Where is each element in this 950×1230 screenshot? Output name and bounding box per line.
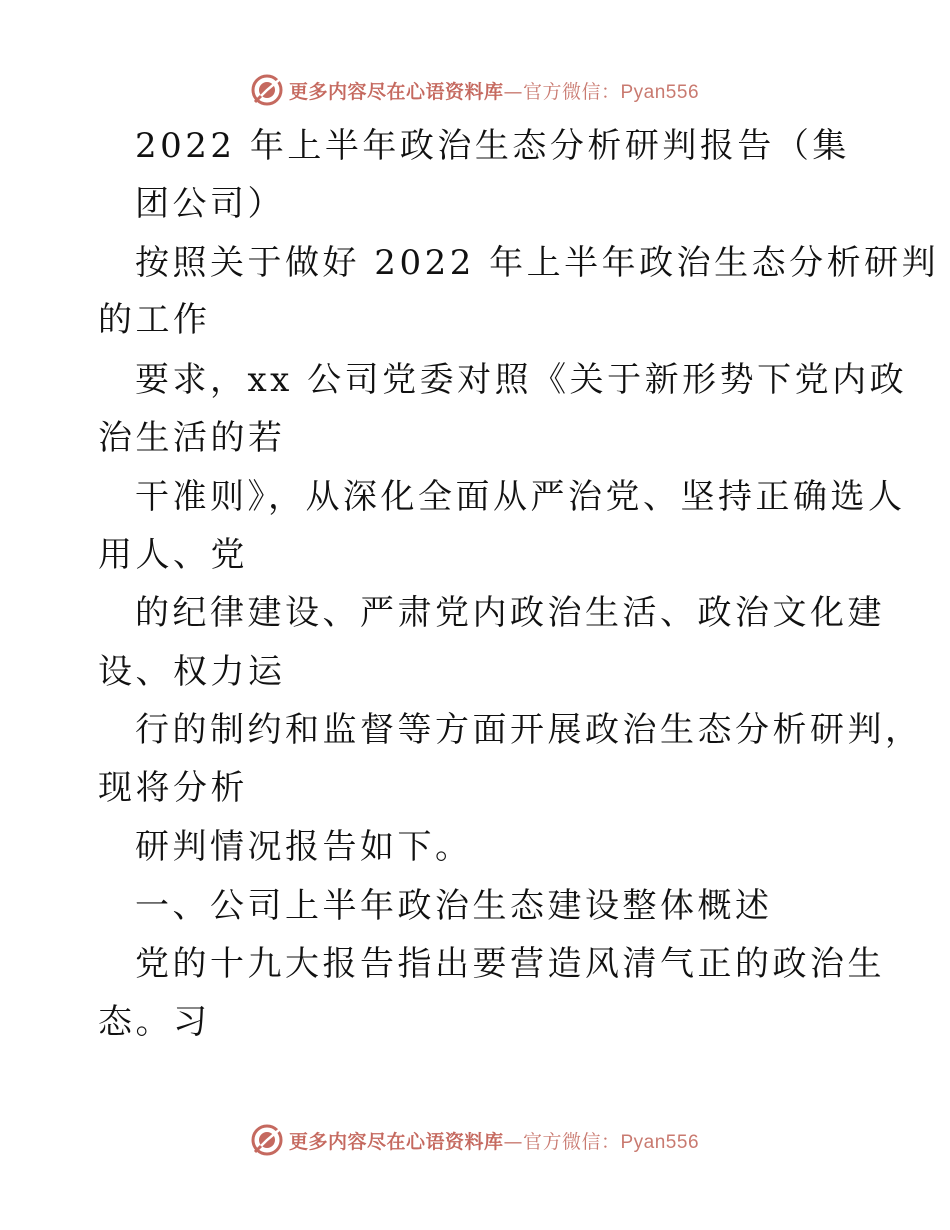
watermark-separator: —官方微信： (503, 1130, 621, 1153)
paragraph-line: 的工作 (98, 300, 211, 340)
paragraph-line: 干准则》，从深化全面从严治党、坚持正确选人 (135, 477, 906, 517)
watermark-text (289, 77, 699, 104)
paragraph-line: 现将分析 (98, 768, 248, 808)
paragraph-line: 用人、党 (98, 535, 248, 575)
watermark-brand: 更多内容尽在心语资料库 (288, 1130, 504, 1153)
brand-logo-icon (251, 74, 283, 106)
paragraph-line: 研判情况报告如下。 (135, 827, 473, 867)
paragraph-line: 党的十九大报告指出要营造风清气正的政治生 (135, 944, 885, 984)
section-heading: 一、公司上半年政治生态建设整体概述 (135, 886, 773, 926)
watermark-separator: —官方微信： (503, 80, 621, 103)
document-title-line-1: 2022 年上半年政治生态分析研判报告（集 (135, 126, 850, 166)
paragraph-line: 按照关于做好 2022 年上半年政治生态分析研判 (135, 243, 940, 283)
paragraph-line: 治生活的若 (98, 418, 286, 458)
document-title-line-2: 团公司） (135, 184, 285, 224)
watermark-text (289, 1127, 699, 1154)
footer-watermark (0, 1120, 950, 1160)
watermark-brand: 更多内容尽在心语资料库 (288, 80, 504, 103)
paragraph-line: 设、权力运 (98, 652, 286, 692)
header-watermark (0, 70, 950, 110)
paragraph-line: 的纪律建设、严肃党内政治生活、政治文化建 (135, 593, 885, 633)
paragraph-line: 要求，xx 公司党委对照《关于新形势下党内政 (135, 360, 908, 400)
brand-logo-icon (251, 1124, 283, 1156)
paragraph-line: 态。习 (98, 1002, 211, 1042)
paragraph-line: 行的制约和监督等方面开展政治生态分析研判， (135, 710, 923, 750)
watermark-account: Pyan556 (620, 1131, 700, 1153)
watermark-account: Pyan556 (620, 81, 700, 103)
